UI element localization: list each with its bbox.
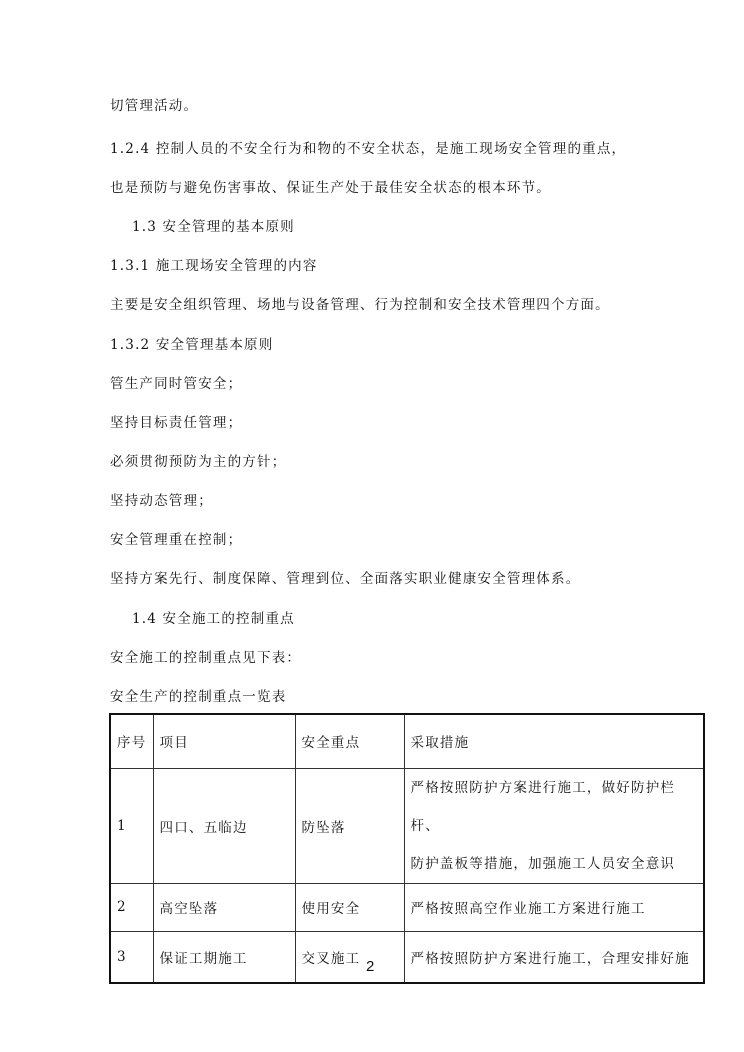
list-item: 安全管理重在控制； bbox=[110, 532, 243, 548]
table-row bbox=[110, 883, 704, 931]
paragraph: 1.2.4 控制人员的不安全行为和物的不安全状态，是施工现场安全管理的重点， bbox=[110, 141, 627, 157]
header-cell: 序号 bbox=[110, 714, 153, 768]
section-heading: 1.3 安全管理的基本原则 bbox=[132, 219, 295, 235]
cell-line: 防护盖板等措施，加强施工人员安全意识 bbox=[410, 855, 676, 872]
cell: 防坠落 bbox=[295, 768, 404, 883]
cell bbox=[404, 768, 704, 883]
subsection-heading: 1.3.1 施工现场安全管理的内容 bbox=[110, 258, 318, 274]
cell: 严格按照高空作业施工方案进行施工 bbox=[404, 883, 704, 931]
list-item: 坚持动态管理； bbox=[110, 493, 213, 509]
table-caption: 安全生产的控制重点一览表 bbox=[110, 689, 287, 705]
header-cell: 采取措施 bbox=[404, 714, 704, 768]
header-cell: 项目 bbox=[153, 714, 295, 768]
cell: 交叉施工 bbox=[295, 931, 404, 983]
page-number: 2 bbox=[366, 958, 375, 975]
paragraph: 也是预防与避免伤害事故、保证生产处于最佳安全状态的根本环节。 bbox=[110, 180, 551, 196]
paragraph: 安全施工的控制重点见下表： bbox=[110, 650, 302, 666]
section-heading: 1.4 安全施工的控制重点 bbox=[132, 611, 295, 627]
cell: 1 bbox=[110, 768, 153, 883]
header-cell: 安全重点 bbox=[295, 714, 404, 768]
paragraph: 切管理活动。 bbox=[110, 98, 199, 114]
cell: 保证工期施工 bbox=[153, 931, 295, 983]
cell: 2 bbox=[110, 883, 153, 931]
cell: 高空坠落 bbox=[153, 883, 295, 931]
table-header-row bbox=[110, 714, 704, 768]
cell: 使用安全 bbox=[295, 883, 404, 931]
table-row bbox=[110, 931, 704, 983]
subsection-heading: 1.3.2 安全管理基本原则 bbox=[110, 337, 274, 353]
table-row bbox=[110, 768, 704, 883]
paragraph: 主要是安全组织管理、场地与设备管理、行为控制和安全技术管理四个方面。 bbox=[110, 297, 610, 313]
list-item: 坚持目标责任管理； bbox=[110, 415, 243, 431]
list-item: 必须贯彻预防为主的方针； bbox=[110, 454, 287, 470]
cell: 3 bbox=[110, 931, 153, 983]
list-item: 坚持方案先行、制度保障、管理到位、全面落实职业健康安全管理体系。 bbox=[110, 571, 581, 587]
control-points-table bbox=[109, 713, 705, 984]
cell-line: 严格按照防护方案进行施工，做好防护栏杆、 bbox=[410, 779, 676, 834]
cell: 四口、五临边 bbox=[153, 768, 295, 883]
list-item: 管生产同时管安全； bbox=[110, 376, 243, 392]
cell: 严格按照防护方案进行施工，合理安排好施 bbox=[404, 931, 704, 983]
